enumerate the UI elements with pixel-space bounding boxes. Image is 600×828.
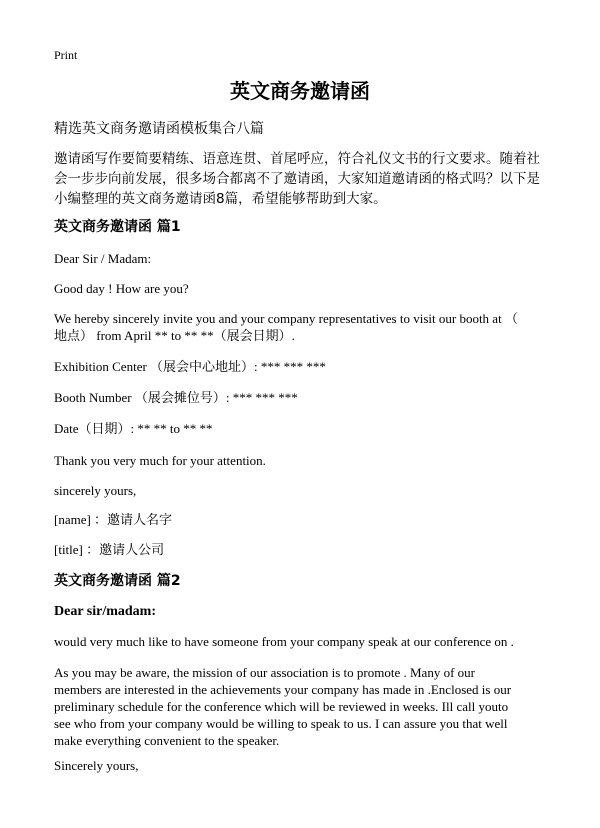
thanks-line: Thank you very much for your attention. [54, 453, 266, 468]
salutation: Dear Sir / Madam: [54, 251, 152, 266]
body-line: see who from your company would be willing to speak to us. I can assure you that well [54, 716, 508, 731]
salutation: Dear sir/madam: [54, 604, 156, 619]
section-heading-1: 英文商务邀请函 篇1 [54, 219, 181, 235]
subtitle: 精选英文商务邀请函模板集合八篇 [54, 121, 264, 137]
intro-line: 会一步步向前发展，很多场合都离不了邀请函，大家知道邀请函的格式吗？以下是 [54, 171, 540, 187]
exhibition-center: Exhibition Center （展会中心地址）: *** *** *** [54, 359, 326, 374]
signature-title: [title] ：邀请人公司 [54, 542, 165, 557]
closing: Sincerely yours, [54, 758, 139, 773]
greeting: Good day ! How are you? [54, 281, 189, 296]
closing: sincerely yours, [54, 483, 137, 498]
invitation-paragraph [54, 310, 518, 344]
body-line: members are interested in the achievements your company has made in .Enclosed is our [54, 682, 512, 697]
intro-line: 小编整理的英文商务邀请函8篇，希望能够帮助到大家。 [54, 191, 387, 207]
invitation-line: 地点） from April ** to ** **（展会日期）. [54, 328, 295, 343]
intro-paragraph [54, 149, 550, 209]
body-line: As you may be aware, the mission of our association is to promote . Many of our [54, 665, 475, 680]
body-line: preliminary schedule for the conference which will be reviewed in weeks. Ill call youto [54, 699, 509, 714]
body-paragraph [54, 664, 511, 749]
exhibition-date: Date（日期）: ** ** to ** ** [54, 421, 213, 436]
intro-line: 邀请函写作要简要精练、语意连贯、首尾呼应，符合礼仪文书的行文要求。随着社 [54, 151, 540, 167]
print-link[interactable]: Print [54, 48, 78, 62]
booth-number: Booth Number （展会摊位号）: *** *** *** [54, 390, 298, 405]
page-title: 英文商务邀请函 [230, 79, 370, 103]
body-line: make everything convenient to the speaker. [54, 733, 280, 748]
signature-name: [name] ：邀请人名字 [54, 512, 173, 527]
invitation-line: We hereby sincerely invite you and your company representatives to visit our booth at （ [54, 311, 518, 326]
body-line: would very much like to have someone from your company speak at our conference on . [54, 634, 514, 649]
section-heading-2: 英文商务邀请函 篇2 [54, 573, 181, 589]
